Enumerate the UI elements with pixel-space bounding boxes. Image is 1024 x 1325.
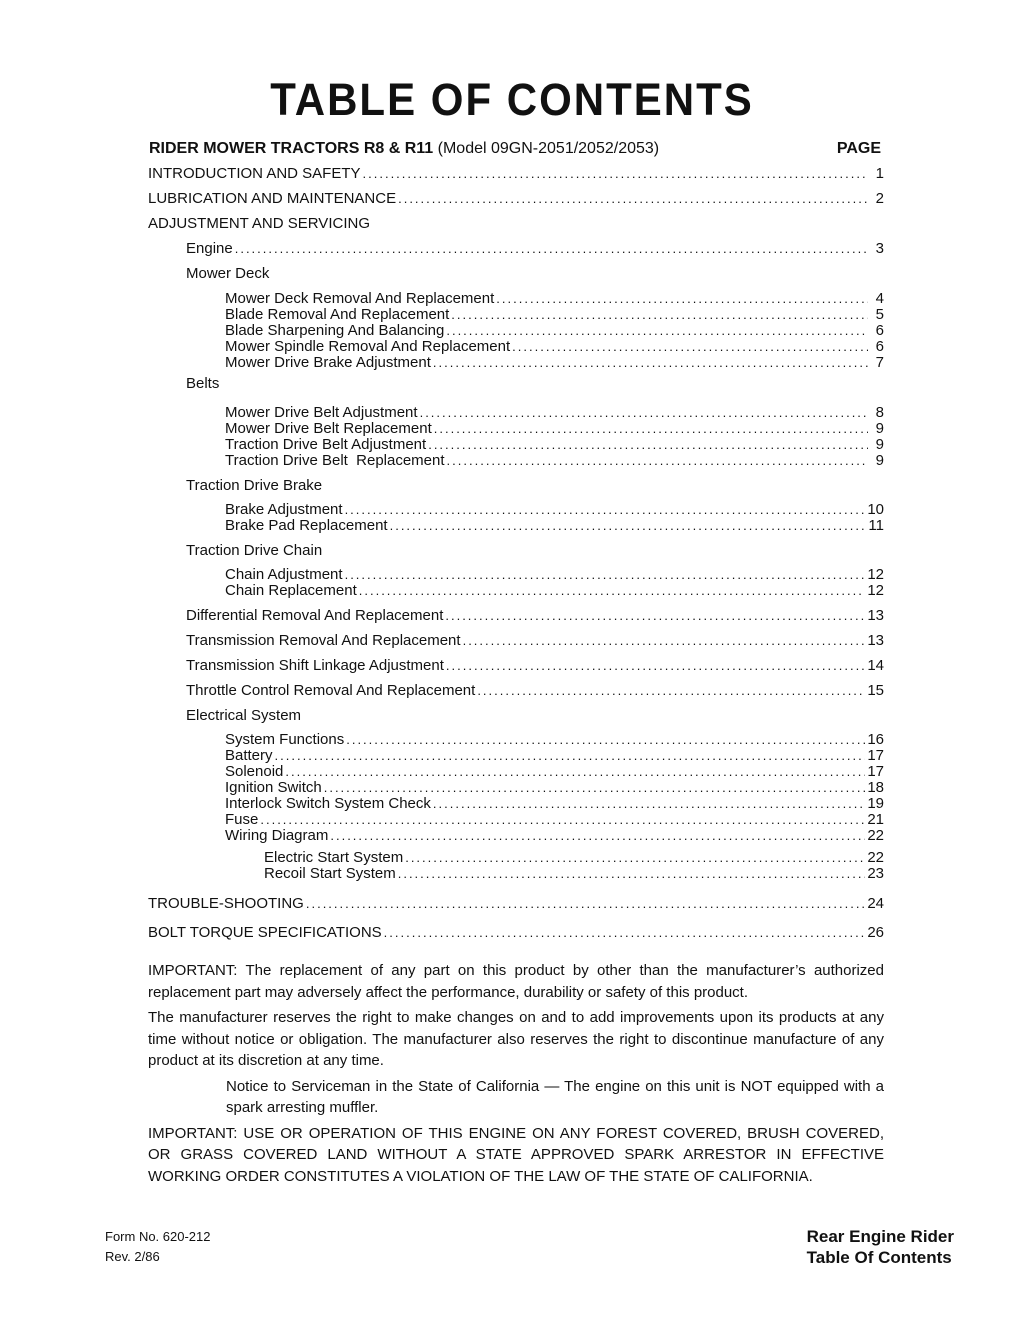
toc-entry-electric-start[interactable]	[148, 849, 884, 865]
toc-entry-label: System Functions	[225, 731, 345, 748]
toc-entry-label: Electric Start System	[264, 849, 404, 866]
dot-leader	[445, 608, 865, 623]
toc-entry-label: Traction Drive Belt Replacement	[225, 452, 445, 469]
dot-leader	[512, 339, 868, 354]
toc-entry-page: 15	[867, 682, 884, 699]
toc-entry-battery[interactable]	[148, 747, 884, 763]
toc-entry-page: 26	[867, 924, 884, 941]
dot-leader	[359, 583, 866, 598]
toc-entry-page: 6	[875, 322, 884, 339]
dot-leader	[446, 658, 865, 673]
toc-entry-blade-sharpening[interactable]	[148, 322, 884, 338]
toc-entry-page: 23	[867, 865, 884, 882]
toc-entry-label: INTRODUCTION AND SAFETY	[148, 165, 361, 182]
toc-entry-label: Differential Removal And Replacement	[186, 607, 444, 624]
dot-leader	[446, 323, 868, 338]
toc-entry-mower-drive-belt-adjustment[interactable]	[148, 404, 884, 420]
toc-entry-traction-drive-belt-adjustment[interactable]	[148, 436, 884, 452]
toc-entry-page: 18	[867, 779, 884, 796]
toc-entry-label: Mower Deck Removal And Replacement	[225, 290, 495, 307]
dot-leader	[345, 502, 866, 517]
revision-date: Rev. 2/86	[105, 1249, 160, 1264]
california-notice: Notice to Serviceman in the State of California — The engine on this unit is NOT equipped with a spark arresting muffler.	[226, 1077, 884, 1116]
dot-leader	[260, 812, 865, 827]
toc-entry-label: Ignition Switch	[225, 779, 322, 796]
toc-entry-label: Transmission Removal And Replacement	[186, 632, 461, 649]
toc-entry-page: 14	[867, 657, 884, 674]
dot-leader	[433, 796, 865, 811]
toc-entry-blade-removal[interactable]	[148, 306, 884, 322]
form-number-block	[105, 1227, 211, 1267]
toc-entry-label: Recoil Start System	[264, 865, 396, 882]
dot-leader	[285, 764, 865, 779]
toc-entry-troubleshooting[interactable]	[148, 895, 884, 924]
toc-entry-mower-deck-removal[interactable]	[148, 290, 884, 306]
toc-entry-label: Transmission Shift Linkage Adjustment	[186, 657, 444, 674]
toc-entry-differential[interactable]	[148, 607, 884, 632]
toc-entry-fuse[interactable]	[148, 811, 884, 827]
toc-entry-label: Brake Pad Replacement	[225, 517, 388, 534]
toc-entry-label: Blade Sharpening And Balancing	[225, 322, 445, 339]
toc-entry-label: Throttle Control Removal And Replacement	[186, 682, 476, 699]
toc-entry-solenoid[interactable]	[148, 763, 884, 779]
toc-entry-page: 9	[875, 452, 884, 469]
toc-entry-label: Chain Replacement	[225, 582, 357, 599]
toc-entry-label: Chain Adjustment	[225, 566, 343, 583]
dot-leader	[477, 683, 865, 698]
toc-entry-page: 1	[875, 165, 884, 182]
toc-entry-page: 7	[875, 354, 884, 371]
toc-entry-page: 2	[875, 190, 884, 207]
dot-leader	[345, 567, 866, 582]
dot-leader	[463, 633, 866, 648]
toc-entry-label: Brake Adjustment	[225, 501, 343, 518]
toc-entry-mower-spindle[interactable]	[148, 338, 884, 354]
document-title-line-2: Table Of Contents	[806, 1248, 952, 1267]
toc-entry-label: Engine	[186, 240, 233, 257]
toc-entry-wiring-diagram[interactable]	[148, 827, 884, 849]
toc-entry-page: 4	[875, 290, 884, 307]
toc-entry-page: 21	[867, 811, 884, 828]
toc-entry-label: Solenoid	[225, 763, 284, 780]
toc-entry-brake-adjustment[interactable]	[148, 501, 884, 517]
toc-entry-page: 13	[867, 607, 884, 624]
toc-entry-page: 19	[867, 795, 884, 812]
dot-leader	[384, 925, 866, 940]
toc-entry-bolt-torque[interactable]	[148, 924, 884, 949]
model-number: (Model 09GN-2051/2052/2053)	[437, 140, 660, 157]
toc-entry-page: 22	[867, 849, 884, 866]
dot-leader	[433, 355, 868, 370]
manufacturer-reserves-note: The manufacturer reserves the right to make changes on and to add improvements upon its products at any time without notice or obligation. The manufacturer also reserves the right to discontinue manufacture of any product at its discretion at any time.	[148, 1009, 884, 1069]
dot-leader	[447, 453, 868, 468]
toc-entry-label: TROUBLE-SHOOTING	[148, 895, 304, 912]
toc-entry-transmission[interactable]	[148, 632, 884, 657]
toc-entry-system-functions[interactable]	[148, 731, 884, 747]
toc-heading-adjustment: ADJUSTMENT AND SERVICING	[148, 215, 370, 232]
dot-leader	[330, 828, 865, 843]
toc-entry-page: 10	[867, 501, 884, 518]
toc-entry-page: 11	[868, 517, 884, 534]
dot-leader	[275, 748, 866, 763]
important-replacement-note: IMPORTANT: The replacement of any part on this product by other than the manufacturer’s authorized replacement part may adversely affect the performance, durability or safety of this product.	[148, 962, 884, 1001]
dot-leader	[324, 780, 866, 795]
dot-leader	[235, 241, 868, 256]
dot-leader	[428, 437, 868, 452]
product-name: RIDER MOWER TRACTORS R8 & R11	[149, 140, 434, 157]
toc-entry-label: BOLT TORQUE SPECIFICATIONS	[148, 924, 382, 941]
dot-leader	[434, 421, 868, 436]
toc-entry-mower-drive-belt-replacement[interactable]	[148, 420, 884, 436]
toc-entry-transmission-shift-linkage[interactable]	[148, 657, 884, 682]
toc-entry-page: 5	[875, 306, 884, 323]
toc-entry-throttle-control[interactable]	[148, 682, 884, 707]
toc-entry-label: Battery	[225, 747, 273, 764]
toc-entry-page: 22	[867, 827, 884, 844]
toc-entry-page: 17	[867, 763, 884, 780]
toc-entry-label: Wiring Diagram	[225, 827, 329, 844]
form-number: Form No. 620-212	[105, 1229, 211, 1244]
toc-entry-brake-pad-replacement[interactable]	[148, 517, 884, 542]
spark-arrestor-warning: IMPORTANT: USE OR OPERATION OF THIS ENGINE ON ANY FOREST COVERED, BRUSH COVERED, OR GRASS COVERED LAND WITHOUT A STATE APPROVED SPARK ARRESTOR IN EFFECTIVE WORKING ORDER CONSTITUTES A VIOLATION OF THE LAW OF THE STATE OF CALIFORNIA.	[148, 1124, 884, 1185]
toc-entry-label: Mower Drive Belt Replacement	[225, 420, 432, 437]
toc-heading-traction-drive-chain: Traction Drive Chain	[186, 542, 323, 559]
toc-entry-interlock-switch[interactable]	[148, 795, 884, 811]
toc-heading-traction-drive-brake: Traction Drive Brake	[186, 477, 323, 494]
toc-entry-page: 6	[875, 338, 884, 355]
dot-leader	[390, 518, 867, 533]
toc-entry-label: Interlock Switch System Check	[225, 795, 431, 812]
dot-leader	[363, 166, 868, 181]
toc-entry-page: 9	[875, 420, 884, 437]
toc-entry-label: Blade Removal And Replacement	[225, 306, 450, 323]
toc-entry-page: 3	[875, 240, 884, 257]
subtitle-row	[149, 140, 881, 158]
dot-leader	[451, 307, 868, 322]
toc-entry-page: 24	[867, 895, 884, 912]
toc-entry-page: 8	[875, 404, 884, 421]
toc-entry-mower-drive-brake[interactable]	[148, 354, 884, 375]
toc-entry-label: Fuse	[225, 811, 259, 828]
dot-leader	[420, 405, 868, 420]
toc-entry-label: Mower Drive Belt Adjustment	[225, 404, 418, 421]
toc-entry-ignition-switch[interactable]	[148, 779, 884, 795]
toc-entry-recoil-start[interactable]	[148, 865, 884, 895]
toc-entry-traction-drive-belt-replacement[interactable]	[148, 452, 884, 477]
toc-entry-page: 17	[867, 747, 884, 764]
toc-entry-chain-adjustment[interactable]	[148, 566, 884, 582]
dot-leader	[405, 850, 865, 865]
toc-entry-page: 13	[867, 632, 884, 649]
dot-leader	[306, 896, 865, 911]
toc-heading-mower-deck: Mower Deck	[186, 265, 270, 282]
toc-entry-label: Mower Drive Brake Adjustment	[225, 354, 431, 371]
toc-entry-lubrication[interactable]	[148, 190, 884, 215]
toc-entry-introduction[interactable]	[148, 165, 884, 190]
page-title: TABLE OF CONTENTS	[270, 74, 754, 125]
toc-entry-page: 9	[875, 436, 884, 453]
toc-entry-chain-replacement[interactable]	[148, 582, 884, 607]
toc-entry-label: Mower Spindle Removal And Replacement	[225, 338, 511, 355]
dot-leader	[346, 732, 865, 747]
notes-section	[148, 960, 884, 1191]
toc-entry-page: 12	[867, 582, 884, 599]
table-of-contents	[148, 165, 884, 949]
toc-entry-engine[interactable]	[148, 240, 884, 265]
dot-leader	[398, 866, 866, 881]
document-title-line-1: Rear Engine Rider	[806, 1227, 954, 1246]
toc-heading-belts: Belts	[186, 375, 220, 392]
document-title-block	[807, 1226, 954, 1268]
dot-leader	[496, 291, 868, 306]
dot-leader	[398, 191, 868, 206]
toc-entry-page: 12	[867, 566, 884, 583]
product-subtitle	[149, 140, 659, 158]
toc-heading-electrical-system: Electrical System	[186, 707, 302, 724]
toc-entry-label: LUBRICATION AND MAINTENANCE	[148, 190, 397, 207]
page-column-header: PAGE	[836, 140, 881, 157]
toc-entry-page: 16	[867, 731, 884, 748]
toc-entry-label: Traction Drive Belt Adjustment	[225, 436, 427, 453]
